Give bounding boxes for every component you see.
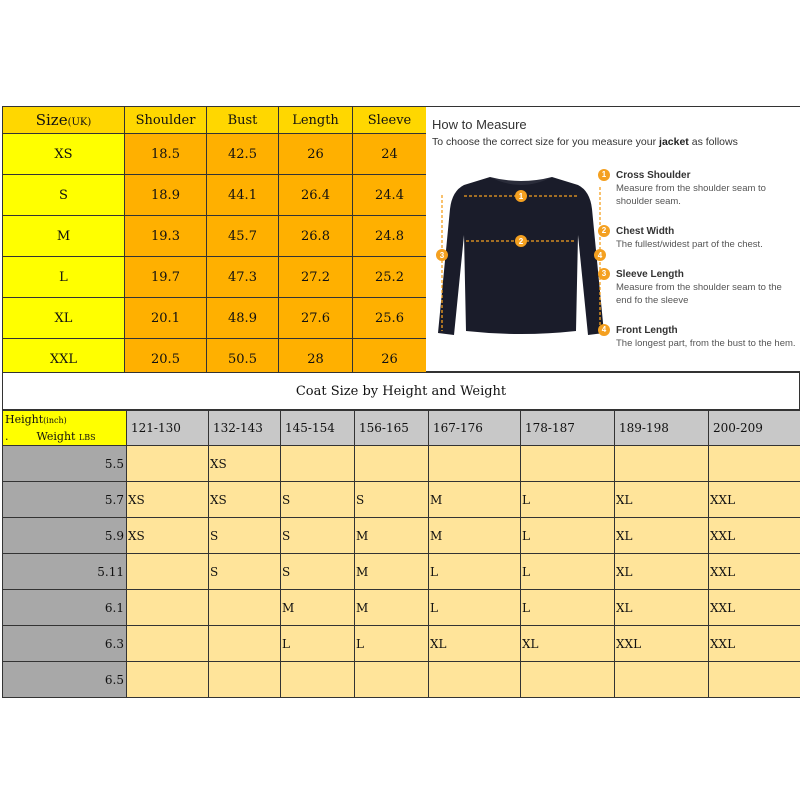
size-value-cell: 26.4 [279,175,353,216]
height-cell: 6.1 [3,590,127,626]
coat-size-cell: XL [615,518,709,554]
coat-size-cell: S [209,518,281,554]
coat-size-cell [127,662,209,698]
step-3-icon: 3 [598,268,610,280]
coat-size-cell [615,662,709,698]
coat-size-cell: L [521,482,615,518]
height-cell: 5.9 [3,518,127,554]
step-4-icon: 4 [598,324,610,336]
size-value-cell: 24.4 [353,175,427,216]
coat-size-cell: XXL [709,518,800,554]
coat-size-cell: XS [127,518,209,554]
size-label-cell: M [3,216,125,257]
size-value-cell: 42.5 [207,134,279,175]
marker-1-label: 1 [518,192,524,201]
marker-4-label: 4 [597,251,603,260]
coat-size-cell: XXL [709,626,800,662]
size-value-cell: 20.1 [125,298,207,339]
coat-size-cell: S [355,482,429,518]
coat-size-table [2,410,800,698]
coat-size-cell: XS [209,446,281,482]
shoulder-column-header: Shoulder [125,107,207,134]
how-to-measure-panel [426,106,800,372]
coat-row [3,554,800,590]
coat-size-cell: L [429,590,521,626]
step-2-icon: 2 [598,225,610,237]
weight-column-header: 132-143 [209,411,281,446]
height-cell: 5.5 [3,446,127,482]
coat-size-cell: L [355,626,429,662]
coat-size-cell [209,662,281,698]
coat-size-cell [127,626,209,662]
coat-size-cell: XL [521,626,615,662]
coat-row [3,446,800,482]
size-value-cell: 18.9 [125,175,207,216]
coat-size-cell [209,590,281,626]
size-value-cell: 19.7 [125,257,207,298]
coat-row [3,662,800,698]
measure-title: How to Measure [432,117,527,132]
coat-size-cell [355,446,429,482]
size-value-cell: 26.8 [279,216,353,257]
length-column-header: Length [279,107,353,134]
size-chart-table [2,106,427,380]
height-cell: 6.5 [3,662,127,698]
size-value-cell: 18.5 [125,134,207,175]
coat-size-cell [521,662,615,698]
size-value-cell: 25.2 [353,257,427,298]
coat-header-row [3,411,800,446]
coat-size-cell [429,662,521,698]
size-value-cell: 28 [279,339,353,380]
bust-column-header: Bust [207,107,279,134]
coat-size-cell: L [429,554,521,590]
coat-size-cell: M [355,590,429,626]
coat-size-cell [127,590,209,626]
weight-column-header: 145-154 [281,411,355,446]
coat-size-cell: XL [615,482,709,518]
size-value-cell: 48.9 [207,298,279,339]
size-value-cell: 24 [353,134,427,175]
weight-column-header: 200-209 [709,411,800,446]
coat-size-cell: S [209,554,281,590]
size-value-cell: 25.6 [353,298,427,339]
coat-row [3,626,800,662]
coat-size-cell: XL [615,554,709,590]
size-value-cell: 27.6 [279,298,353,339]
size-label-cell: S [3,175,125,216]
coat-size-cell: XL [429,626,521,662]
coat-row [3,590,800,626]
coat-size-cell: M [429,518,521,554]
coat-size-cell: L [521,590,615,626]
size-row [3,216,427,257]
coat-size-cell [615,446,709,482]
size-row [3,134,427,175]
height-cell: 5.7 [3,482,127,518]
size-value-cell: 44.1 [207,175,279,216]
coat-size-cell: L [521,518,615,554]
coat-size-cell: S [281,518,355,554]
size-label-cell: XL [3,298,125,339]
coat-size-cell: S [281,482,355,518]
size-value-cell: 27.2 [279,257,353,298]
marker-2-label: 2 [518,237,524,246]
size-label-cell: XS [3,134,125,175]
coat-size-cell: M [429,482,521,518]
coat-size-cell: L [281,626,355,662]
coat-row [3,518,800,554]
coat-table-title: Coat Size by Height and Weight [2,372,800,410]
step-1-icon: 1 [598,169,610,181]
coat-size-cell: M [281,590,355,626]
size-row [3,257,427,298]
coat-size-cell: S [281,554,355,590]
coat-size-cell [709,446,800,482]
coat-size-cell [281,662,355,698]
size-value-cell: 50.5 [207,339,279,380]
coat-size-cell: XS [209,482,281,518]
size-value-cell: 26 [353,339,427,380]
height-cell: 6.3 [3,626,127,662]
coat-size-cell: XL [615,590,709,626]
size-value-cell: 20.5 [125,339,207,380]
coat-size-cell [127,554,209,590]
size-value-cell: 26 [279,134,353,175]
size-value-cell: 19.3 [125,216,207,257]
weight-column-header: 178-187 [521,411,615,446]
size-row [3,175,427,216]
size-value-cell: 24.8 [353,216,427,257]
coat-size-cell: XXL [709,590,800,626]
coat-size-cell [127,446,209,482]
size-value-cell: 45.7 [207,216,279,257]
size-chart-header-row [3,107,427,134]
size-label-cell: XXL [3,339,125,380]
marker-3-label: 3 [439,251,445,260]
sleeve-column-header: Sleeve [353,107,427,134]
height-weight-corner-cell: Height(inch) . Weight LBS [3,411,127,446]
coat-size-cell [355,662,429,698]
coat-size-cell: L [521,554,615,590]
coat-size-cell [281,446,355,482]
weight-column-header: 156-165 [355,411,429,446]
coat-size-cell: M [355,518,429,554]
step-front-length: 4 Front Length The longest part, from the bust to the hem. [616,324,800,350]
coat-size-cell [429,446,521,482]
step-chest-width: 2 Chest Width The fullest/widest part of the chest. [616,225,800,251]
coat-size-cell: XXL [615,626,709,662]
coat-row [3,482,800,518]
weight-column-header: 189-198 [615,411,709,446]
size-column-header: Size(UK) [3,107,125,134]
coat-size-cell [709,662,800,698]
size-value-cell: 47.3 [207,257,279,298]
height-cell: 5.11 [3,554,127,590]
coat-size-cell: XXL [709,482,800,518]
size-label-cell: L [3,257,125,298]
size-row [3,298,427,339]
measure-subtitle: To choose the correct size for you measure your jacket as follows [432,136,738,148]
step-sleeve-length: 3 Sleeve Length Measure from the shoulder seam to the end fo the sleeve [616,268,800,307]
coat-size-cell [209,626,281,662]
coat-size-cell: XXL [709,554,800,590]
coat-size-cell: XS [127,482,209,518]
coat-size-cell [521,446,615,482]
weight-column-header: 167-176 [429,411,521,446]
weight-column-header: 121-130 [127,411,209,446]
coat-size-cell: M [355,554,429,590]
step-cross-shoulder: 1 Cross Shoulder Measure from the shoulder seam to shoulder seam. [616,169,800,208]
sweater-diagram [428,165,614,355]
